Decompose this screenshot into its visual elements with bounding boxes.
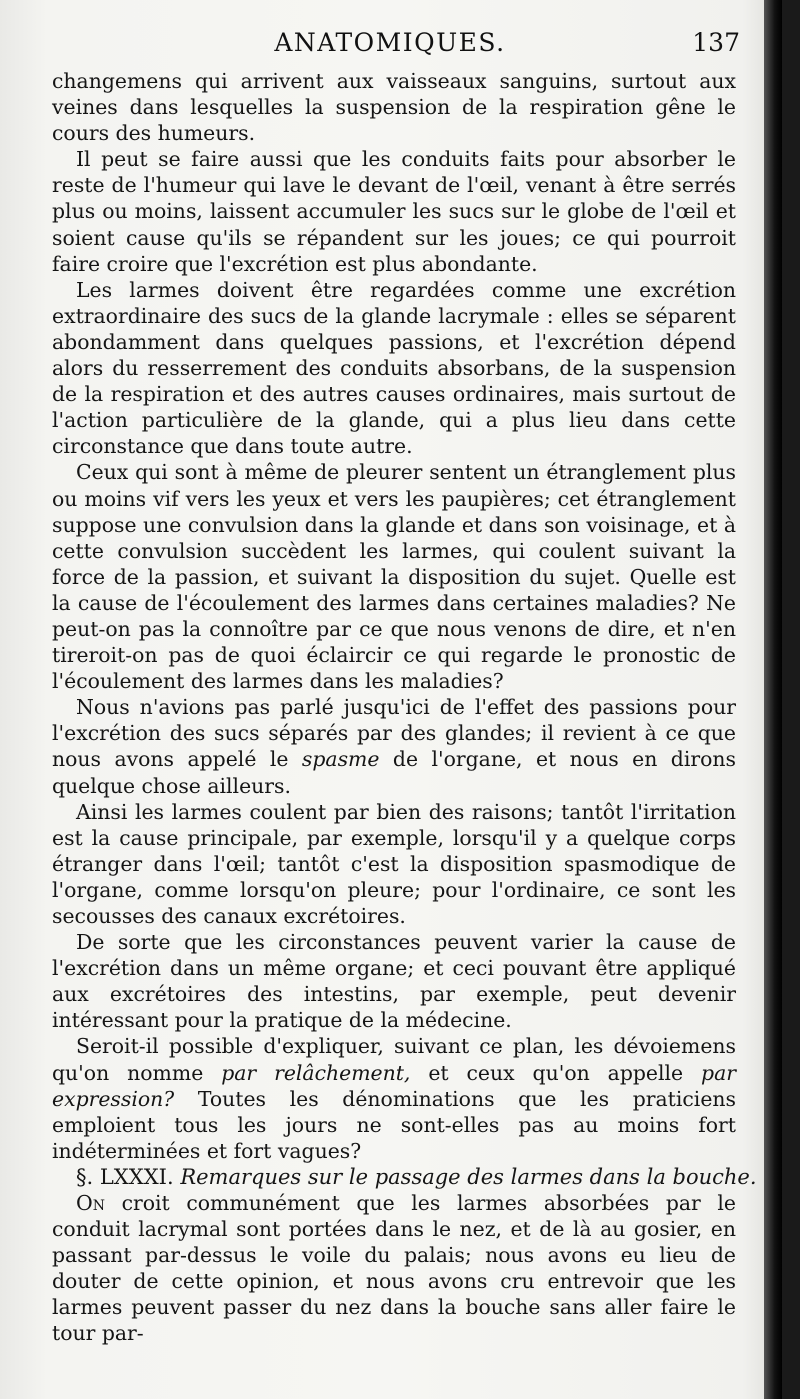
paragraph-list	[52, 68, 736, 1164]
paragraph-text: Les larmes doivent être regardées comme une excrétion extraordinaire des sucs de la glande lacrymale : elles se séparent abondamment dans quelques passions, et l'excrétion dépend alors du resserrement des conduits absorbans, de la suspension de la respiration et des autres causes ordinaires, mais surtout de l'action particulière de la glande, qui a plus lieu dans cette circonstance que dans toute autre.	[52, 277, 736, 459]
paragraph	[52, 799, 736, 929]
paragraph	[52, 694, 736, 798]
body-text	[52, 68, 757, 1347]
paragraph	[52, 929, 736, 1033]
italic-text: spasme	[301, 747, 380, 772]
italic-text: par expression?	[52, 1060, 736, 1111]
paragraph-text: de l'organe, et nous en dirons quelque chose ailleurs.	[52, 747, 736, 798]
final-paragraph-text: croit communément que les larmes absorbées par le conduit lacrymal sont portées dans le nez, et de là au gosier, en passant par-dessus le voile du palais; nous avons eu lieu de douter de cette opinion, et nous avons cru entrevoir que les larmes peuvent passer du nez dans la bouche sans aller faire le tour par-	[52, 1190, 736, 1346]
section-title: Remarques sur le passage des larmes dans la bouche.	[180, 1164, 757, 1189]
paragraph-text: Il peut se faire aussi que les conduits faits pour absorber le reste de l'humeur qui lave le devant de l'œil, venant à être serrés plus ou moins, laissent accumuler les sucs sur le globe de l'œil et soient cause qu'ils se répandent sur les joues; ce qui pourroit faire croire que l'excrétion est plus abondante.	[52, 147, 736, 276]
paragraph-text: Seroit-il possible d'expliquer, suivant ce plan, les dévoiemens qu'on nomme	[52, 1034, 736, 1085]
paragraph	[52, 68, 736, 146]
section-heading	[52, 1164, 757, 1190]
paragraph	[52, 1033, 736, 1163]
paragraph-text: De sorte que les circonstances peuvent varier la cause de l'excrétion dans un même organe; et ceci pouvant être appliqué aux excrétoires des intestins, par exemple, peut devenir intéressant pour la pratique de la médecine.	[52, 930, 736, 1033]
running-head: ANATOMIQUES.	[274, 28, 506, 57]
paragraph-text: et ceux qu'on appelle	[410, 1060, 702, 1085]
paragraph-text: Ceux qui sont à même de pleurer sentent un étranglement plus ou moins vif vers les yeux et vers les paupières; cet étranglement suppose une convulsion dans la glande et dans son voisinage, et à cette convulsion succèdent les larmes, qui coulent suivant la force de la passion, et suivant la disposition du sujet. Quelle est la cause de l'écoulement des larmes dans certaines maladies? Ne peut-on pas la connoître par ce que nous venons de dire, et n'en tireroit-on pas de quoi éclaircir ce qui regarde le pronostic de l'écoulement des larmes dans les maladies?	[52, 460, 736, 694]
paragraph-text: Ainsi les larmes coulent par bien des raisons; tantôt l'irritation est la cause principale, par exemple, lorsqu'il y a quelque corps étranger dans l'œil; tantôt c'est la disposition spasmodique de l'organe, comme lorsqu'on pleure; pour l'ordinaire, ce sont les secousses des canaux excrétoires.	[52, 799, 736, 928]
paragraph-text: Nous n'avions pas parlé jusqu'ici de l'effet des passions pour l'excrétion des sucs séparés par des glandes; il revient à ce que nous avons appelé le	[52, 695, 736, 772]
paragraph-text: Toutes les dénominations que les praticiens emploient tous les jours ne sont-elles pas au moins fort indéterminées et fort vagues?	[52, 1086, 736, 1163]
final-paragraph	[52, 1190, 736, 1347]
page-header	[40, 28, 740, 72]
paragraph	[52, 459, 736, 694]
page-edge-shadow	[764, 0, 782, 1399]
drop-cap: On	[76, 1190, 105, 1215]
paragraph	[52, 146, 736, 276]
page-number: 137	[692, 28, 740, 57]
italic-text: par relâchement,	[221, 1060, 411, 1085]
paragraph-text: changemens qui arrivent aux vaisseaux sanguins, surtout aux veines dans lesquelles la suspension de la respiration gêne le cours des humeurs.	[52, 69, 736, 146]
paragraph	[52, 277, 736, 460]
section-number: §. LXXXI.	[76, 1164, 174, 1189]
